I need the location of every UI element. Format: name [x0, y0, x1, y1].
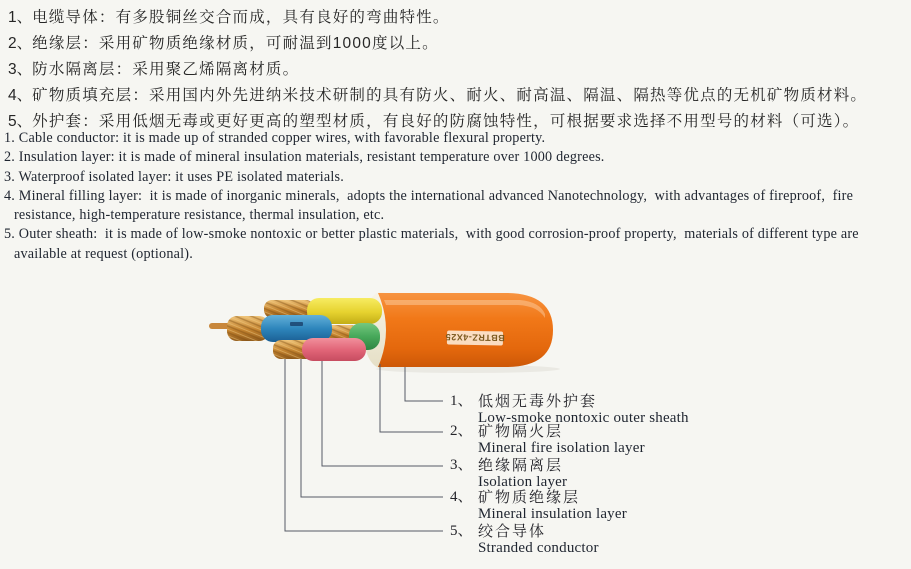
callout-en-text: Isolation layer — [478, 474, 568, 490]
callout-cn-text: 低烟无毒外护套 — [478, 393, 598, 410]
callout-cn-text: 绝缘隔离层 — [478, 457, 564, 474]
callout-en-text: Mineral fire isolation layer — [478, 440, 645, 456]
item-number: 3、 — [8, 61, 33, 78]
callout-cn-line — [450, 489, 627, 506]
callout-cn-text: 矿物质绝缘层 — [478, 489, 581, 506]
en-spec-item-4: 4. Mineral filling layer: it is made of inorganic minerals, adopts the international advanced Nanotechnology, with advantages of fireproof, fire — [4, 187, 854, 204]
item-number: 1、 — [8, 9, 33, 26]
cn-spec-list — [8, 5, 908, 135]
callout-en-text: Stranded conductor — [478, 540, 599, 556]
callout-number: 2、 — [450, 423, 473, 439]
en-spec-item-5: 5. Outer sheath: it is made of low-smoke nontoxic or better plastic materials, with good corrosion-proof property, materials of different type are — [4, 226, 859, 243]
callout-cn-line — [450, 393, 689, 410]
item-number: 4、 — [8, 87, 33, 104]
callout-en-text: Low-smoke nontoxic outer sheath — [478, 410, 689, 426]
item-text: 电缆导体：有多股铜丝交合而成，具有良好的弯曲特性。 — [32, 9, 450, 26]
item-number: 5、 — [8, 113, 33, 130]
cn-spec-item-2 — [8, 31, 908, 57]
callout-isolation-layer — [450, 457, 567, 491]
item-text: 外护套：采用低烟无毒或更好更高的塑型材质，有良好的防腐蚀特性，可根据要求选择不用型号的材料（可选）。 — [32, 113, 860, 130]
cn-spec-item-1 — [8, 5, 908, 31]
callout-mineral-insulation-layer — [450, 489, 627, 523]
callout-number: 3、 — [450, 457, 473, 473]
callout-stranded-conductor — [450, 523, 599, 557]
callout-fire-isolation-layer — [450, 423, 645, 457]
en-spec-item-2: 2. Insulation layer: it is made of mineral insulation materials, resistant temperature over 1000 degrees. — [4, 149, 605, 166]
item-text: 矿物质填充层：采用国内外先进纳米技术研制的具有防火、耐火、耐高温、隔温、隔热等优点的无机矿物质材料。 — [32, 87, 868, 104]
cable-print-label — [445, 330, 505, 345]
cn-spec-item-4 — [8, 83, 908, 109]
callout-number: 5、 — [450, 523, 473, 539]
callout-cn-text: 矿物隔火层 — [478, 423, 564, 440]
leader-line-3 — [322, 361, 443, 466]
leader-line-2 — [380, 364, 443, 432]
pink-wire-insulation — [302, 338, 366, 361]
item-text: 绝缘层：采用矿物质绝缘材质，可耐温到1000度以上。 — [32, 35, 439, 52]
cable-print-label-text: BBTRZ-4X25 — [445, 331, 505, 344]
item-text: 防水隔离层：采用聚乙烯隔离材质。 — [32, 61, 300, 78]
callout-number: 1、 — [450, 393, 473, 409]
leader-line-5 — [285, 359, 443, 531]
en-spec-list — [4, 129, 909, 264]
blue-wire-print-mark — [290, 322, 303, 326]
item-number: 2、 — [8, 35, 33, 52]
callout-cn-text: 绞合导体 — [478, 523, 547, 540]
en-spec-item-3: 3. Waterproof isolated layer: it uses PE isolated materials. — [4, 168, 344, 185]
callout-en-text: Mineral insulation layer — [478, 506, 627, 522]
callout-outer-sheath — [450, 393, 689, 427]
en-spec-item-5-cont: available at request (optional). — [14, 245, 193, 262]
en-spec-item-4-cont: resistance, high-temperature resistance, thermal insulation, etc. — [14, 207, 385, 224]
blue-wire-insulation — [261, 315, 332, 342]
callout-number: 4、 — [450, 489, 473, 505]
callout-cn-line — [450, 423, 645, 440]
cn-spec-item-3 — [8, 57, 908, 83]
callout-cn-line — [450, 523, 599, 540]
en-spec-item-1: 1. Cable conductor: it is made up of stranded copper wires, with favorable flexural property. — [4, 130, 546, 146]
callout-cn-line — [450, 457, 567, 474]
